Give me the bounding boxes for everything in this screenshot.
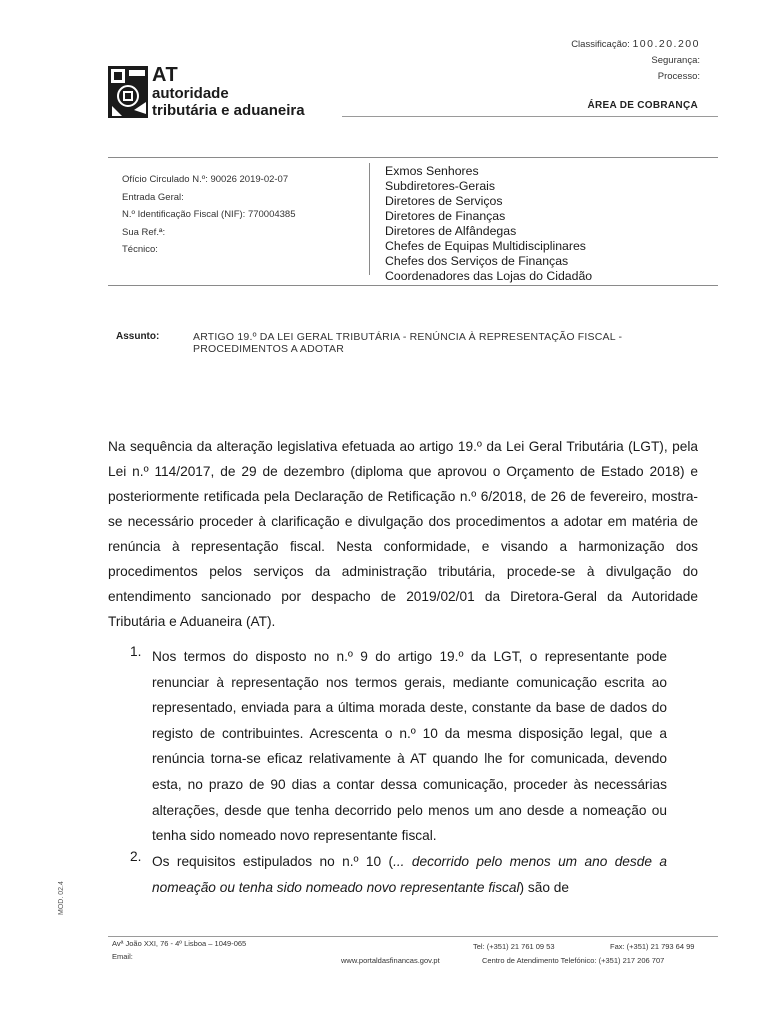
recipient-line: Chefes dos Serviços de Finanças — [385, 254, 569, 268]
model-code: MOD. 02.4 — [58, 881, 65, 915]
footer-website-link[interactable]: www.portaldasfinancas.gov.pt — [341, 956, 440, 965]
seguranca-label: Segurança: — [651, 55, 700, 66]
entrada-geral: Entrada Geral: — [122, 191, 184, 203]
subject-label: Assunto: — [116, 331, 160, 342]
footer-email: Email: — [112, 952, 133, 961]
footer-fax: Fax: (+351) 21 793 64 99 — [610, 942, 695, 951]
classificacao-label: Classificação: — [571, 39, 630, 50]
footer-phone: Tel: (+351) 21 761 09 53 — [473, 942, 555, 951]
item-2-text — [152, 849, 667, 900]
recipient-line: Diretores de Serviços — [385, 194, 503, 208]
item-2-text-start: Os requisitos estipulados no n.º 10 ( — [152, 854, 394, 869]
at-logo-icon — [108, 66, 148, 118]
logo-line-2: autoridade — [152, 85, 229, 102]
recipient-line: Subdiretores-Gerais — [385, 179, 496, 193]
recipients-list — [385, 164, 592, 284]
recipient-line: Diretores de Alfândegas — [385, 224, 517, 238]
item-2-text-end: ) são de — [519, 879, 569, 895]
classificacao-value: 100.20.200 — [632, 38, 700, 50]
oficio-number: Ofício Circulado N.º: 90026 2019-02-07 — [122, 174, 289, 185]
item-number: 2. — [130, 849, 142, 864]
subject-text: ARTIGO 19.º DA LEI GERAL TRIBUTÁRIA - RENÚNCIA À REPRESENTAÇÃO FISCAL - PROCEDIMENTOS A ADOTAR — [193, 331, 623, 355]
document-header-info — [571, 36, 700, 85]
info-box-bottom-rule — [108, 285, 718, 286]
info-box-top-rule — [108, 157, 718, 158]
logo-line-1: AT — [152, 64, 179, 86]
logo-wordmark — [152, 65, 305, 119]
logo-line-3: tributária e aduaneira — [152, 102, 305, 119]
nif: N.º Identificação Fiscal (NIF): 770004385 — [122, 209, 296, 220]
footer-call-center: Centro de Atendimento Telefónico: (+351) 217 206 707 — [482, 956, 665, 965]
document-metadata — [122, 171, 296, 259]
tecnico: Técnico: — [122, 244, 158, 255]
recipient-line: Exmos Senhores — [385, 164, 479, 178]
recipient-line: Chefes de Equipas Multidisciplinares — [385, 239, 586, 253]
recipient-line: Coordenadores das Lojas do Cidadão — [385, 269, 593, 283]
sua-ref: Sua Ref.ª: — [122, 226, 166, 238]
intro-paragraph: Na sequência da alteração legislativa efetuada ao artigo 19.º da Lei Geral Tributária (LGT), pela Lei n.º 114/2017, de 29 de dezembro (diploma que aprovou o Orçamento de Estado 2018) e posteriormente retificada pela Declaração de Retificação n.º 6/2018, de 26 de fevereiro, mostra-se necessário proceder à clarificação e divulgação dos procedimentos a adotar em matéria de renúncia à representação fiscal. Nesta conformidade, e visando a harmonização dos procedimentos pelos serviços da administração tributária, procede-se à divulgação do entendimento sancionado por despacho de 2019/02/01 da Diretora-Geral da Autoridade Tributária e Aduaneira (AT). — [108, 439, 698, 629]
area-title: ÁREA DE COBRANÇA — [587, 100, 698, 111]
item-1-text: Nos termos do disposto no n.º 9 do artigo 19.º da LGT, o representante pode renunciar à representação nos termos gerais, mediante comunicação escrita ao representado, enviada para a última morada deste, constante da base de dados do registo de contribuintes. Acrescenta o n.º 10 da mesma disposição legal, que a renúncia torna-se eficaz relativamente à AT quando lhe for comunicada, devendo esta, no prazo de 90 dias a contar dessa comunicação, proceder às necessárias alterações, desde que tenha decorrido pelo menos um ano desde a nomeação ou tenha sido nomeado novo representante fiscal. — [152, 649, 667, 844]
processo-label: Processo: — [657, 71, 700, 82]
footer-address: Avª João XXI, 76 - 4º Lisboa – 1049-065 — [112, 939, 247, 948]
header-divider — [342, 116, 718, 117]
recipient-line: Diretores de Finanças — [385, 209, 506, 223]
footer-divider — [108, 936, 718, 937]
item-number: 1. — [130, 644, 142, 659]
item-2-quote: ... decorrido pelo menos um ano desde a nomeação ou tenha sido nomeado novo representante fiscal — [152, 854, 667, 895]
info-box-divider — [369, 163, 370, 275]
